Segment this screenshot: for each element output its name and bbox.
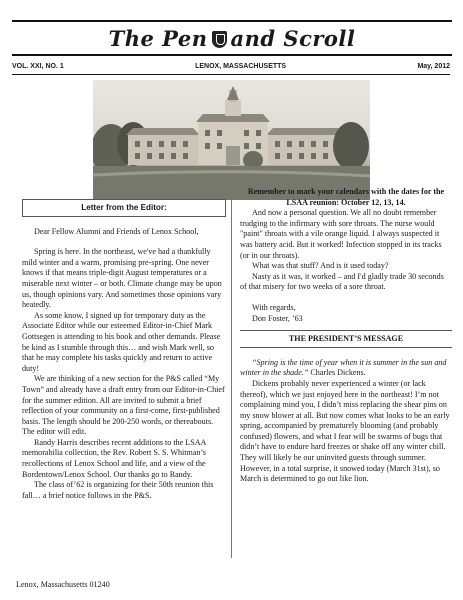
reunion-reminder: Remember to mark your calendars with the dates for the LSAA reunion: October 12, 13, 14. [247,187,445,207]
masthead-title-right: and Scroll [230,26,356,51]
right-paragraph: Nasty as it was, it worked – and I'd gladly trade 30 seconds of that misery for two weeks of a sore throat. [240,271,444,292]
masthead-title-left: The Pen [108,26,208,51]
masthead-bottom-rule [12,54,452,56]
right-paragraph: And now a personal question. We all no doubt remember trudging to the infirmary with sore throats. The nurse would "paint" throats with a vile orange liquid. I always suspected it was battery acid. But it worked! Infection stopped in its tracks (or in our throats). [240,208,442,260]
shield-crest-icon [212,31,227,48]
quote-author: Charles Dickens. [308,368,366,378]
signature: Don Foster, ’63 [252,313,303,323]
editor-letter-header: Letter from the Editor: [22,199,226,217]
editor-paragraph: Randy Harris describes recent additions to the LSAA memorabilia collection, the Rev. Robert S. S. Whitman’s recollections of Lenox School and life, and a view of the Bordentown/Lenox School. Our thanks go to Randy. [22,437,206,479]
masthead [12,16,452,56]
editor-letter-column [22,199,226,501]
editor-paragraph: As some know, I signed up for temporary duty as the Associate Editor while our esteemed Editor-in-Chief Mark Gottsegen is attending to his book and other demands. Please be kind as I stumble through this… and wish Mark well, so that he may complete his tasks quickly and return to active duty! [22,310,221,373]
president-message-header: THE PRESIDENT’S MESSAGE [240,330,452,348]
issue-volume: VOL. XXI, NO. 1 [12,62,64,70]
footer-address: Lenox, Massachusetts 01240 [16,580,110,589]
issue-date: May, 2012 [417,62,450,70]
issue-location: LENOX, MASSACHUSETTS [195,62,287,70]
masthead-title [12,26,452,51]
right-paragraph: What was that stuff? And is it used today? [252,261,389,271]
masthead-top-rule [12,20,452,22]
signoff: With regards, [252,302,296,312]
editor-paragraph: The class of’62 is organizing for their 50th reunion this fall… a brief notice follows in the P&S. [22,480,214,500]
dickens-quote: “Spring is the time of year when it is summer in the sun and winter in the shade.” [240,357,447,378]
right-column [240,187,452,485]
editor-paragraph: We are thinking of a new section for the P&S called “My Town” and already have a draft entry from our Editor-in-Chief for the summer edition. All are invited to submit a brief reflection of your community on a first-come, first-published basis. The length should be 200-250 words, or thereabouts. The editor will edit. [22,374,225,437]
issue-info-bar [12,60,450,72]
president-paragraph: Dickens probably never experienced a winter (or lack thereof), which we just enjoyed here in the northeast! I’m not complaining mind you, I didn’t miss replacing the shear pins on my snow blower at all. But now comes what looks to be an early spring, accompanied by prematurely blooming (and probably confused) flowers, and what I fear will be swarms of bugs that didn’t have to endure hard freezes or shake off any winter chill. They will likely be our uninvited guests through summer. However, in a total surprise, it snowed today (March 31st), so March is determined to go out like lion. [240,378,450,484]
column-divider [231,188,232,558]
editor-salutation: Dear Fellow Alumni and Friends of Lenox School, [34,226,199,236]
editor-paragraph: Spring is here. In the northeast, we've had a thankfully mild winter and a warm, promising pre-spring. One never knows if that means triple-digit August temperatures or a miserable next winter – or both. Climate change may be upon us, though opinions vary. And sometimes those opinions vary heatedly. [22,247,222,310]
campus-building-photo [93,80,370,200]
